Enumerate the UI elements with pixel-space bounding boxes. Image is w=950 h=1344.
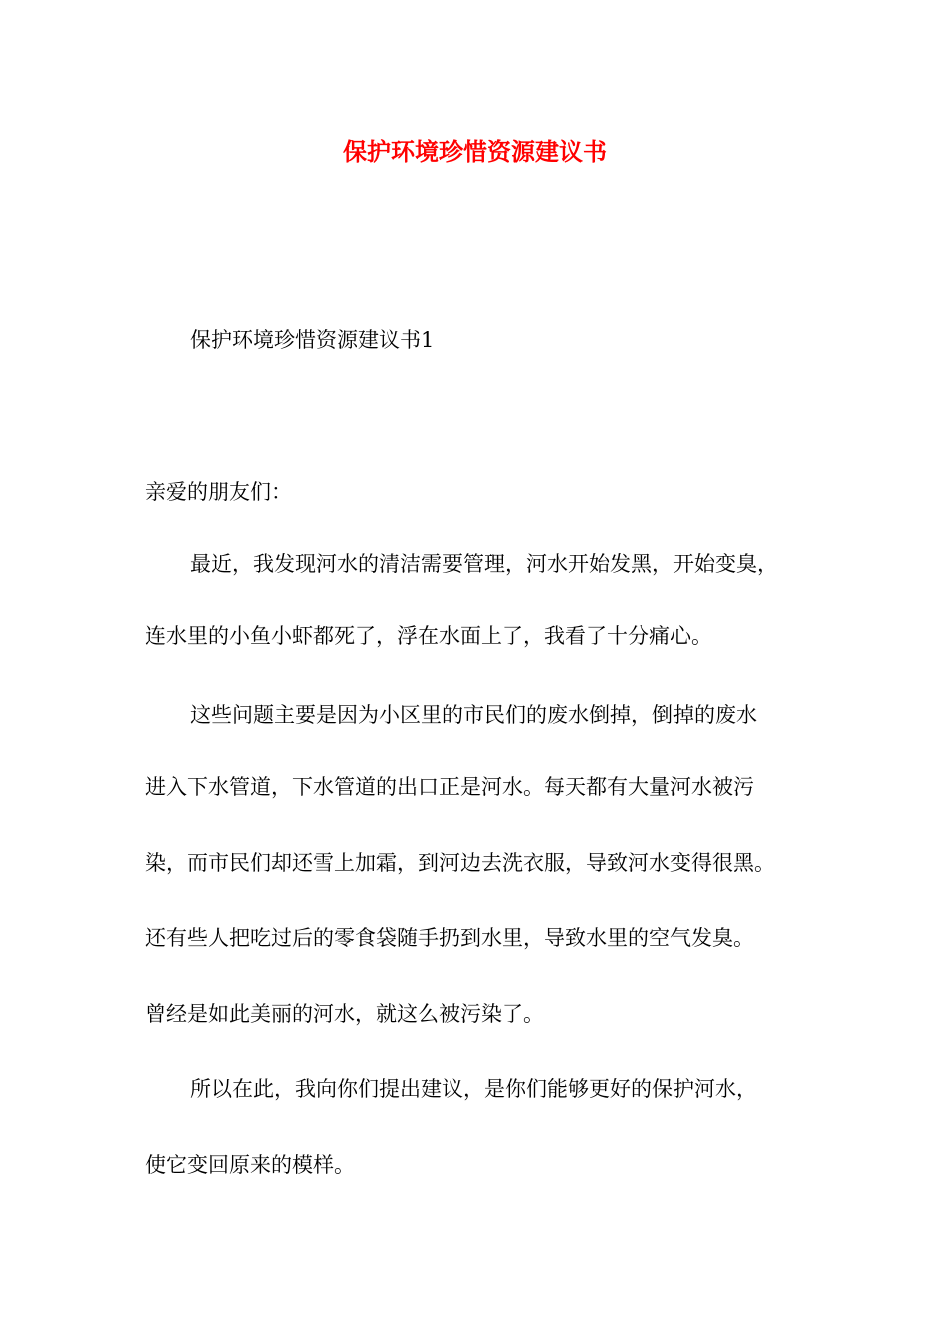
section-subtitle: 保护环境珍惜资源建议书1 xyxy=(190,328,435,352)
paragraph-2-line-3: 染，而市民们却还雪上加霜，到河边去洗衣服，导致河水变得很黑。 xyxy=(145,851,775,875)
paragraph-1-line-1: 最近，我发现河水的清洁需要管理，河水开始发黑，开始变臭， xyxy=(190,552,778,576)
paragraph-2-line-5: 曾经是如此美丽的河水，就这么被污染了。 xyxy=(145,1002,544,1026)
paragraph-2-line-1: 这些问题主要是因为小区里的市民们的废水倒掉，倒掉的废水 xyxy=(190,703,757,727)
paragraph-2-line-2: 进入下水管道，下水管道的出口正是河水。每天都有大量河水被污 xyxy=(145,775,754,799)
paragraph-1-line-2: 连水里的小鱼小虾都死了，浮在水面上了，我看了十分痛心。 xyxy=(145,624,712,648)
paragraph-3-line-1: 所以在此，我向你们提出建议，是你们能够更好的保护河水， xyxy=(190,1077,757,1101)
paragraph-3-line-2: 使它变回原来的模样。 xyxy=(145,1153,355,1177)
paragraph-2-line-4: 还有些人把吃过后的零食袋随手扔到水里，导致水里的空气发臭。 xyxy=(145,926,754,950)
greeting: 亲爱的朋友们： xyxy=(145,480,292,504)
document-title: 保护环境珍惜资源建议书 xyxy=(343,137,607,166)
